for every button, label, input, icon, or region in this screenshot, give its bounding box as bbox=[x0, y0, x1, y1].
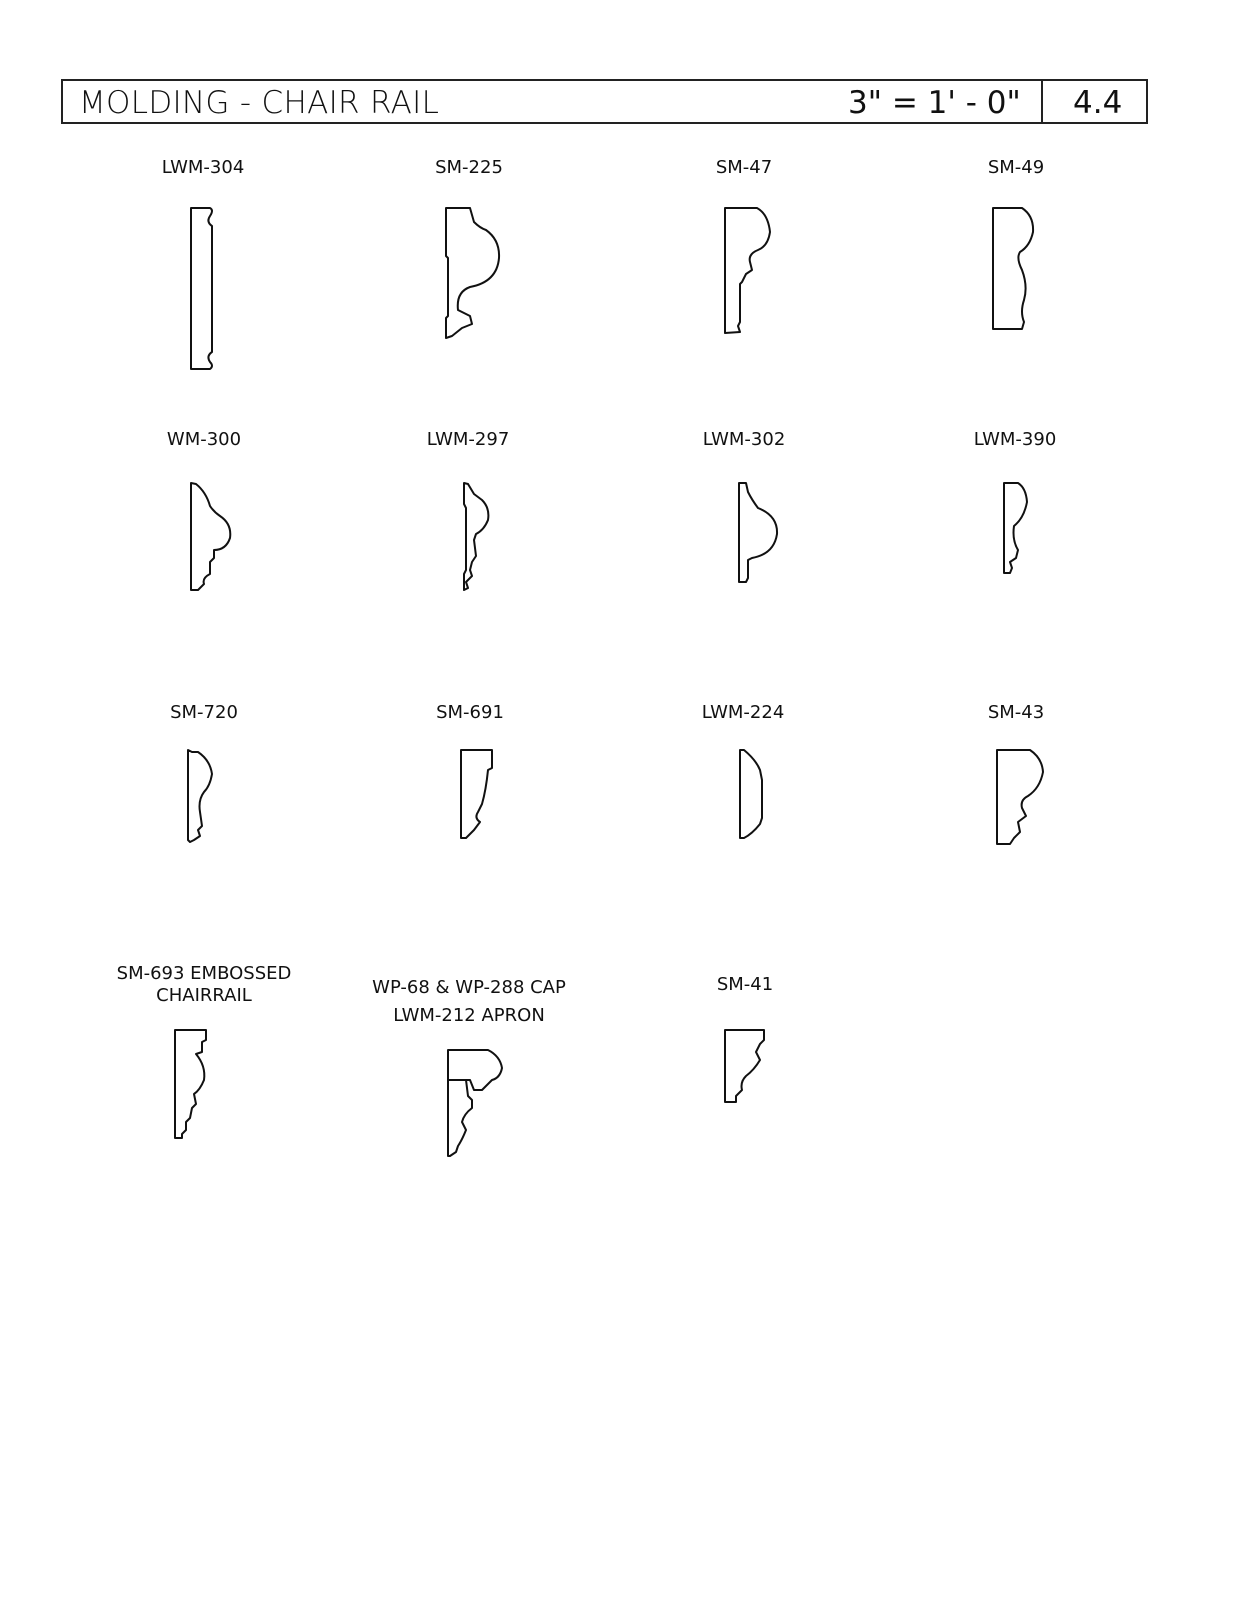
profile-label-sm-225: SM-225 bbox=[435, 157, 503, 178]
profile-lwm-390 bbox=[1004, 483, 1027, 573]
drawing-scale: 3" = 1' - 0" bbox=[848, 85, 1021, 121]
profile-sm-47 bbox=[725, 208, 770, 333]
profile-label-wm-300: WM-300 bbox=[166, 429, 242, 450]
profile-sm-43 bbox=[997, 750, 1043, 844]
profile-label-sm-49: SM-49 bbox=[987, 157, 1045, 178]
profile-sm-225 bbox=[446, 208, 499, 338]
profile-wp-68-cap bbox=[448, 1050, 502, 1090]
sheet-title: MOLDING - CHAIR RAIL bbox=[79, 85, 440, 121]
profile-lwm-212-apron bbox=[448, 1080, 472, 1156]
profile-sm-41 bbox=[725, 1030, 764, 1102]
profile-label-sm-693-line2: CHAIRRAIL bbox=[156, 985, 252, 1006]
profile-label-wp-68-line2: LWM-212 APRON bbox=[393, 1005, 545, 1026]
profile-label-lwm-304: LWM-304 bbox=[161, 157, 245, 178]
profile-lwm-297 bbox=[464, 483, 488, 590]
profile-lwm-304 bbox=[191, 208, 212, 369]
profile-sm-720 bbox=[188, 750, 212, 842]
profile-label-sm-43: SM-43 bbox=[987, 702, 1045, 723]
profile-sm-693 bbox=[175, 1030, 206, 1138]
profile-label-lwm-224: LWM-224 bbox=[701, 702, 785, 723]
profile-wm-300 bbox=[191, 483, 230, 590]
profile-label-sm-41: SM-41 bbox=[716, 974, 774, 995]
profile-sm-691 bbox=[461, 750, 492, 838]
profile-lwm-302 bbox=[739, 483, 777, 582]
profile-label-sm-693-line1: SM-693 EMBOSSED bbox=[116, 963, 292, 984]
profile-lwm-224 bbox=[740, 750, 762, 838]
profile-label-sm-691: SM-691 bbox=[436, 702, 504, 723]
profile-label-sm-47: SM-47 bbox=[715, 157, 773, 178]
profile-label-sm-720: SM-720 bbox=[170, 702, 238, 723]
profile-label-lwm-297: LWM-297 bbox=[426, 429, 510, 450]
sheet-number: 4.4 bbox=[1073, 85, 1123, 121]
profile-label-lwm-390: LWM-390 bbox=[973, 429, 1057, 450]
profile-label-wp-68-line1: WP-68 & WP-288 CAP bbox=[372, 977, 566, 998]
profile-label-lwm-302: LWM-302 bbox=[702, 429, 786, 450]
profile-sm-49 bbox=[993, 208, 1033, 329]
